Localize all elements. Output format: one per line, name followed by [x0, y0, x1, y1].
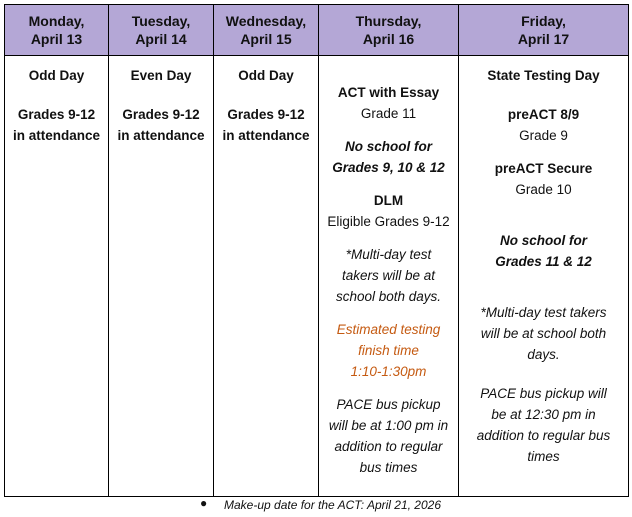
pace-bus-2: will be at 1:00 pm in — [328, 418, 449, 433]
header-date: April 16 — [362, 31, 415, 47]
attendance-text: in attendance — [117, 128, 205, 143]
header-date: April 17 — [517, 31, 570, 47]
state-testing-title: State Testing Day — [487, 68, 600, 83]
multi-day-note-3: school both days. — [335, 289, 442, 304]
attendance-text: in attendance — [222, 128, 310, 143]
header-date: April 14 — [135, 31, 187, 47]
act-title: ACT with Essay — [337, 85, 440, 100]
preact-title: preACT 8/9 — [507, 107, 580, 122]
header-tuesday — [109, 5, 214, 56]
preact-secure-grade: Grade 10 — [515, 182, 572, 197]
finish-time-1: Estimated testing — [336, 322, 441, 337]
header-day: Wednesday, — [225, 13, 307, 29]
pace-bus-3: addition to regular — [334, 439, 443, 454]
header-date: April 13 — [30, 31, 83, 47]
attendance-text: in attendance — [12, 128, 101, 143]
act-grade: Grade 11 — [360, 106, 417, 121]
day-type: Odd Day — [28, 68, 85, 83]
cell-tuesday — [109, 56, 214, 497]
pace-bus-4: times — [527, 449, 560, 464]
header-day: Tuesday, — [131, 13, 191, 29]
multi-day-note-2: will be at school both — [480, 326, 607, 341]
grades-text: Grades 9-12 — [227, 107, 305, 122]
header-friday — [459, 5, 629, 56]
preact-secure-title: preACT Secure — [494, 161, 593, 176]
pace-bus-2: be at 12:30 pm in — [491, 407, 596, 422]
header-date: April 15 — [240, 31, 292, 47]
cell-monday — [5, 56, 109, 497]
grades-text: Grades 9-12 — [122, 107, 200, 122]
bullet-icon: ● — [200, 496, 208, 510]
pace-bus-3: addition to regular bus — [476, 428, 611, 443]
dlm-grades: Eligible Grades 9-12 — [327, 214, 450, 229]
no-school-line-1: No school for — [500, 233, 587, 248]
header-day: Monday, — [28, 13, 85, 29]
header-row — [5, 5, 629, 56]
no-school-line-2: Grades 9, 10 & 12 — [332, 160, 445, 175]
day-type: Even Day — [130, 68, 192, 83]
no-school-line-1: No school for — [345, 139, 432, 154]
day-type: Odd Day — [238, 68, 294, 83]
testing-schedule-table — [4, 4, 629, 497]
header-day: Thursday, — [355, 13, 422, 29]
pace-bus-1: PACE bus pickup — [336, 397, 441, 412]
finish-time-2: finish time — [358, 343, 419, 358]
multi-day-note-1: *Multi-day test — [345, 247, 432, 262]
multi-day-note-2: takers will be at — [341, 268, 436, 283]
header-wednesday — [214, 5, 319, 56]
grades-text: Grades 9-12 — [17, 107, 96, 122]
pace-bus-4: bus times — [359, 460, 418, 475]
no-school-line-2: Grades 11 & 12 — [495, 254, 592, 269]
dlm-title: DLM — [373, 193, 404, 208]
cell-wednesday — [214, 56, 319, 497]
cell-thursday — [319, 56, 459, 497]
pace-bus-1: PACE bus pickup will — [480, 386, 607, 401]
multi-day-note-3: days. — [527, 347, 560, 362]
makeup-date-note: Make-up date for the ACT: April 21, 2026 — [224, 498, 442, 512]
header-thursday — [319, 5, 459, 56]
cell-friday — [459, 56, 629, 497]
preact-grade: Grade 9 — [519, 128, 568, 143]
header-monday — [5, 5, 109, 56]
header-day: Friday, — [521, 13, 566, 29]
multi-day-note-1: *Multi-day test takers — [480, 305, 607, 320]
finish-time-3: 1:10-1:30pm — [350, 364, 427, 379]
body-row — [5, 56, 629, 497]
